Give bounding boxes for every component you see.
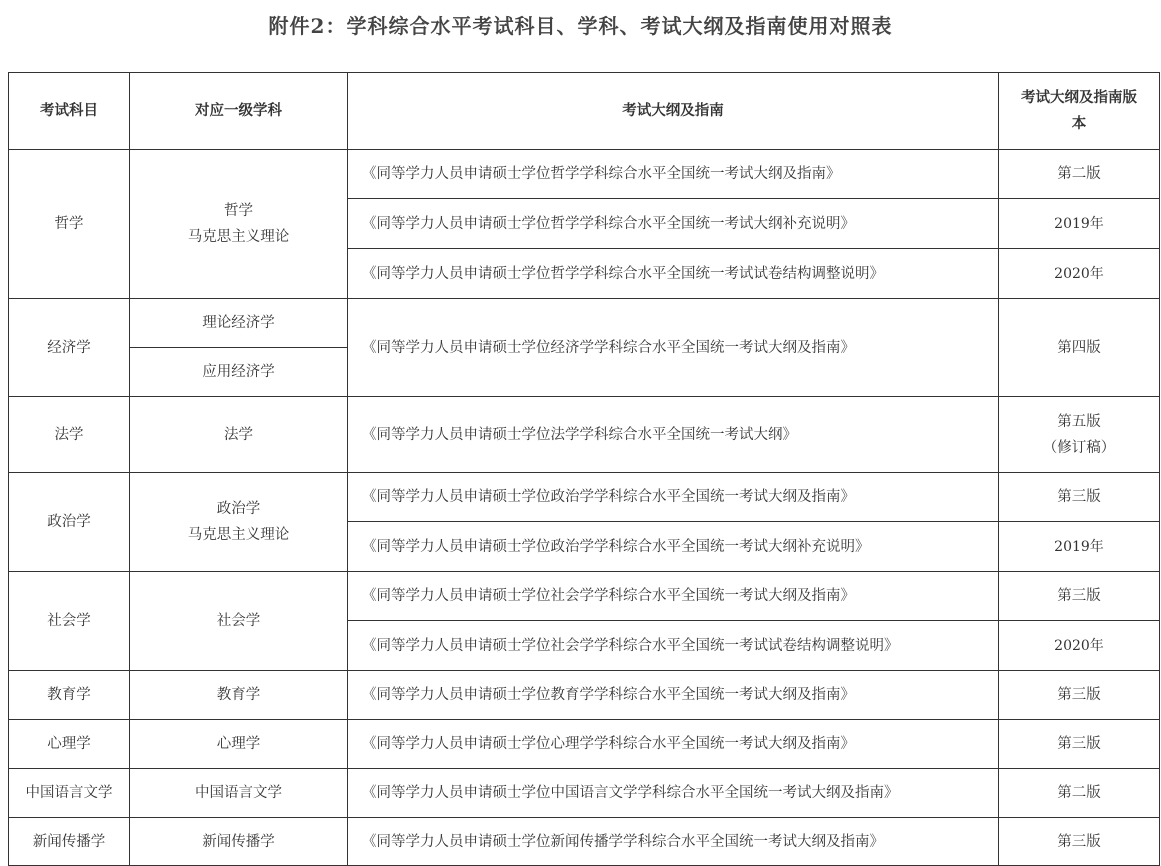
discipline-line: 马克思主义理论: [187, 527, 290, 543]
version-cell: 2020年: [999, 249, 1160, 299]
discipline-line: 哲学: [224, 203, 253, 219]
subject-cell: 新闻传播学: [9, 818, 130, 866]
subject-cell: 教育学: [9, 671, 130, 720]
discipline-cell: 法学: [130, 397, 348, 473]
table-row: [9, 671, 1160, 720]
version-cell: 第四版: [999, 299, 1160, 397]
table-row: [9, 299, 1160, 348]
discipline-cell: 中国语言文学: [130, 769, 348, 818]
version-cell: 第三版: [999, 473, 1160, 522]
header-version-line2: 本: [1071, 116, 1087, 132]
header-discipline: 对应一级学科: [130, 73, 348, 150]
guide-cell: 《同等学力人员申请硕士学位经济学学科综合水平全国统一考试大纲及指南》: [348, 299, 999, 397]
header-guide: 考试大纲及指南: [348, 73, 999, 150]
subject-cell: 中国语言文学: [9, 769, 130, 818]
discipline-cell: 理论经济学: [130, 299, 348, 348]
version-cell: 第三版: [999, 818, 1160, 866]
guide-cell: 《同等学力人员申请硕士学位新闻传播学学科综合水平全国统一考试大纲及指南》: [348, 818, 999, 866]
subject-cell: 法学: [9, 397, 130, 473]
table-row: [9, 769, 1160, 818]
header-subject: 考试科目: [9, 73, 130, 150]
guide-cell: 《同等学力人员申请硕士学位社会学学科综合水平全国统一考试试卷结构调整说明》: [348, 621, 999, 671]
guide-cell: 《同等学力人员申请硕士学位哲学学科综合水平全国统一考试大纲补充说明》: [348, 199, 999, 249]
version-cell: 2020年: [999, 621, 1160, 671]
version-cell: 2019年: [999, 522, 1160, 572]
discipline-line: 马克思主义理论: [187, 229, 290, 245]
guide-cell: 《同等学力人员申请硕士学位社会学学科综合水平全国统一考试大纲及指南》: [348, 572, 999, 621]
discipline-cell: [130, 473, 348, 572]
page-title: 附件2：学科综合水平考试科目、学科、考试大纲及指南使用对照表: [268, 14, 893, 38]
version-cell: 第二版: [999, 150, 1160, 199]
subject-cell: 哲学: [9, 150, 130, 299]
guide-cell: 《同等学力人员申请硕士学位心理学学科综合水平全国统一考试大纲及指南》: [348, 720, 999, 769]
table-row: [9, 473, 1160, 522]
guide-cell: 《同等学力人员申请硕士学位哲学学科综合水平全国统一考试试卷结构调整说明》: [348, 249, 999, 299]
version-cell: 第二版: [999, 769, 1160, 818]
subject-cell: 经济学: [9, 299, 130, 397]
version-cell: [999, 397, 1160, 473]
table-row: [9, 818, 1160, 866]
table-header-row: [9, 73, 1160, 150]
version-line: 第五版: [1057, 413, 1101, 430]
version-cell: 第三版: [999, 572, 1160, 621]
version-cell: 第三版: [999, 671, 1160, 720]
guide-cell: 《同等学力人员申请硕士学位法学学科综合水平全国统一考试大纲》: [348, 397, 999, 473]
discipline-cell: 社会学: [130, 572, 348, 671]
table-row: [9, 572, 1160, 621]
table-row: [9, 150, 1160, 199]
guide-cell: 《同等学力人员申请硕士学位政治学学科综合水平全国统一考试大纲补充说明》: [348, 522, 999, 572]
version-cell: 2019年: [999, 199, 1160, 249]
subject-cell: 心理学: [9, 720, 130, 769]
table-row: [9, 397, 1160, 473]
discipline-cell: 新闻传播学: [130, 818, 348, 866]
header-version-line1: 考试大纲及指南版: [1021, 90, 1137, 106]
guide-cell: 《同等学力人员申请硕士学位中国语言文学学科综合水平全国统一考试大纲及指南》: [348, 769, 999, 818]
table-row: [9, 720, 1160, 769]
discipline-cell: 应用经济学: [130, 348, 348, 397]
discipline-cell: 心理学: [130, 720, 348, 769]
discipline-cell: 教育学: [130, 671, 348, 720]
version-cell: 第三版: [999, 720, 1160, 769]
guide-cell: 《同等学力人员申请硕士学位哲学学科综合水平全国统一考试大纲及指南》: [348, 150, 999, 199]
subject-reference-table: [8, 72, 1160, 866]
discipline-cell: [130, 150, 348, 299]
subject-cell: 政治学: [9, 473, 130, 572]
guide-cell: 《同等学力人员申请硕士学位教育学学科综合水平全国统一考试大纲及指南》: [348, 671, 999, 720]
subject-cell: 社会学: [9, 572, 130, 671]
guide-cell: 《同等学力人员申请硕士学位政治学学科综合水平全国统一考试大纲及指南》: [348, 473, 999, 522]
discipline-line: 政治学: [216, 501, 261, 517]
header-version: [999, 73, 1160, 150]
version-line: （修订稿）: [1042, 439, 1116, 456]
